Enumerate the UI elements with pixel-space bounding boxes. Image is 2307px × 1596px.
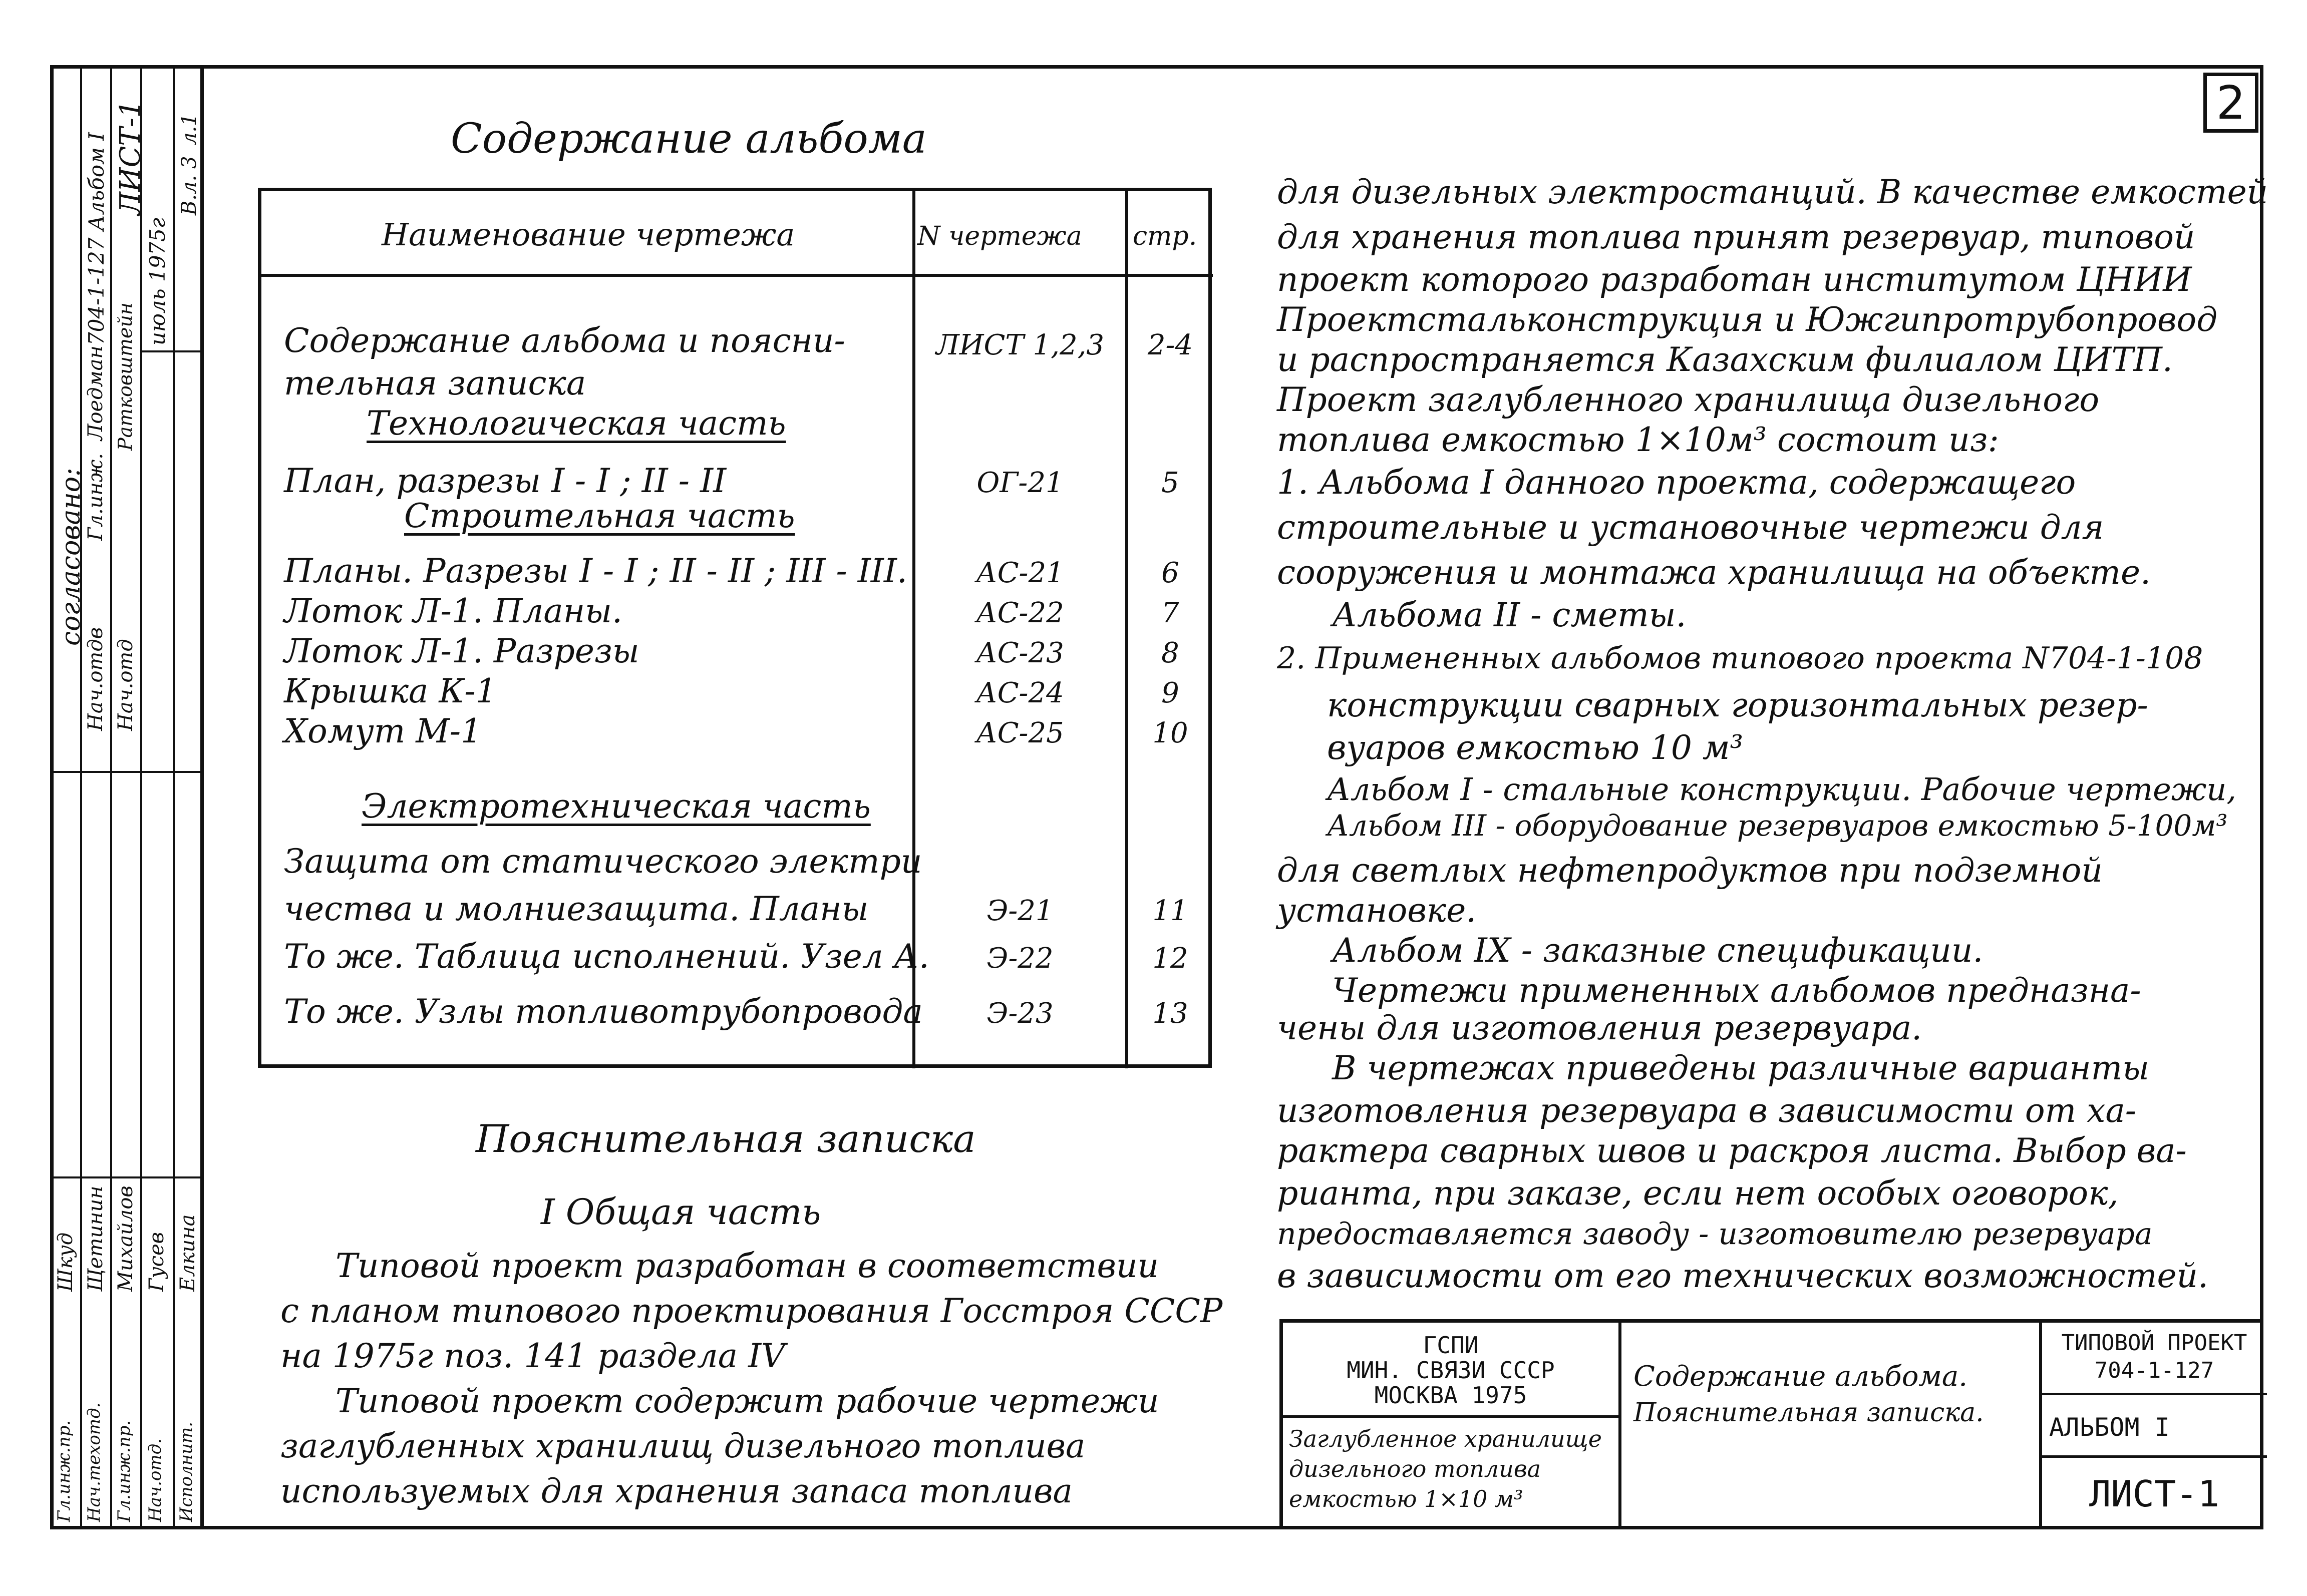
note-right-line-6: Проект заглубленного хранилища дизельного xyxy=(1277,380,2100,419)
side-code: 704-1-127 Альбом I xyxy=(84,132,109,345)
stamp-row-3 xyxy=(2039,1455,2267,1458)
title-block xyxy=(1279,1319,2263,1527)
stamp-org-1: ГСПИ xyxy=(1423,1332,1479,1359)
note-right-line-1: для дизельных электростанций. В качестве емкостей xyxy=(1277,173,2268,211)
toc-section-tech: Технологическая часть xyxy=(367,404,786,443)
strip-col-3 xyxy=(140,65,142,1529)
note-right-line-13: конструкции сварных горизонтальных резер- xyxy=(1327,686,2148,724)
stamp-object-3: емкостью 1×10 м³ xyxy=(1289,1485,1523,1512)
side-date: июль 1975г xyxy=(145,217,170,345)
toc-row-1-page: 2-4 xyxy=(1147,329,1193,361)
side-staff-3: Гл.инж.пр. xyxy=(114,1420,134,1522)
note-right-line-12: 2. Примененных альбомов типового проекта N704-1-108 xyxy=(1277,641,2203,676)
note-right-line-19: Альбом IX - заказные спецификации. xyxy=(1332,931,1984,970)
side-role-2: Нач.отд xyxy=(114,639,137,731)
note-right-line-27: в зависимости от его технических возможностей. xyxy=(1277,1257,2209,1295)
side-name-2: Щетинин xyxy=(84,1185,107,1292)
note-right-line-7: топлива емкостью 1×10м³ состоит из: xyxy=(1277,421,1999,459)
toc-header-page: стр. xyxy=(1133,221,1197,251)
note-right-line-3: проект которого разработан институтом ЦНИИ xyxy=(1277,260,2192,299)
note-right-line-23: изготовления резервуара в зависимости от ха- xyxy=(1277,1091,2137,1130)
note-subheading: I Общая часть xyxy=(541,1191,821,1233)
toc-row-8-code: Э-21 xyxy=(986,895,1054,927)
frame-top xyxy=(50,65,2263,69)
note-right-line-22: В чертежах приведены различные варианты xyxy=(1332,1049,2150,1087)
toc-header-divider xyxy=(261,274,1213,277)
stamp-sheet-title-2: Пояснительная записка. xyxy=(1633,1398,1984,1428)
side-sub: В.л. 3 xyxy=(178,156,201,215)
note-right-line-9: строительные и установочные чертежи для xyxy=(1277,508,2104,547)
note-right-line-10: сооружения и монтажа хранилища на объекте. xyxy=(1277,553,2151,592)
side-role-1: Нач.отдв xyxy=(84,627,107,731)
toc-row-4-page: 7 xyxy=(1161,597,1179,629)
toc-row-6-page: 9 xyxy=(1161,677,1179,709)
toc-row-8-name2: чества и молниезащита. Планы xyxy=(284,890,869,928)
toc-row-5-code: АС-23 xyxy=(976,637,1064,669)
page-title: Содержание альбома xyxy=(451,115,927,163)
stamp-col-1 xyxy=(1618,1323,1621,1528)
toc-row-7-page: 10 xyxy=(1152,717,1188,749)
stamp-project-2: 704-1-127 xyxy=(2094,1358,2214,1383)
note-left-line-2: с планом типового проектирования Госстроя СССР xyxy=(280,1292,1223,1330)
strip-border xyxy=(200,65,204,1529)
side-sheet: ЛИСТ-1 xyxy=(114,100,147,215)
stamp-album: АЛЬБОМ I xyxy=(2049,1413,2170,1442)
toc-header-code: N чертежа xyxy=(917,221,1082,251)
note-right-line-16: Альбом III - оборудование резервуаров емкостью 5-100м³ xyxy=(1327,809,2228,843)
toc-row-7-name: Хомут М-1 xyxy=(284,712,482,750)
note-right-line-15: Альбом I - стальные конструкции. Рабочие чертежи, xyxy=(1327,771,2236,808)
side-name-5: Елкина xyxy=(176,1214,199,1292)
toc-row-4-name: Лоток Л-1. Планы. xyxy=(284,592,622,630)
toc-row-3-page: 6 xyxy=(1161,557,1179,589)
note-right-line-8: 1. Альбома I данного проекта, содержащего xyxy=(1277,463,2076,502)
toc-row-5-name: Лоток Л-1. Разрезы xyxy=(284,632,639,670)
toc-row-8-name: Защита от статического электри xyxy=(284,842,922,881)
stamp-org-3: МОСКВА 1975 xyxy=(1374,1382,1527,1409)
toc-row-5-page: 8 xyxy=(1161,637,1179,669)
side-signer-2: Лоедман xyxy=(84,345,107,441)
note-right-line-4: Проектстальконструкция и Южгипротрубопровод xyxy=(1277,300,2218,339)
frame-right xyxy=(2260,65,2263,1529)
toc-row-10-code: Э-23 xyxy=(986,997,1054,1030)
note-right-line-17: для светлых нефтепродуктов при подземной xyxy=(1277,851,2103,890)
note-right-line-5: и распространяется Казахским филиалом ЦИТП. xyxy=(1277,340,2173,379)
side-name-3: Михайлов xyxy=(114,1185,137,1292)
note-right-line-25: рианта, при заказе, если нет особых оговорок, xyxy=(1277,1174,2119,1213)
note-right-line-11: Альбома II - сметы. xyxy=(1332,596,1687,634)
strip-col-1 xyxy=(80,65,82,1529)
side-name-1: Шкуд xyxy=(54,1232,77,1292)
toc-table xyxy=(258,188,1212,1068)
stamp-sheet-title-1: Содержание альбома. xyxy=(1633,1360,1968,1393)
toc-row-2-name: План, разрезы I - I ; II - II xyxy=(284,462,727,500)
note-right-line-26: предоставляется заводу - изготовителю резервуара xyxy=(1277,1217,2153,1252)
toc-row-10-name: То же. Узлы топливотрубопровода xyxy=(284,992,923,1031)
note-heading: Пояснительная записка xyxy=(476,1116,976,1161)
strip-col-2 xyxy=(110,65,112,1529)
side-agreed: согласовано: xyxy=(56,468,86,646)
toc-row-3-name: Планы. Разрезы I - I ; II - II ; III - III. xyxy=(284,552,907,590)
toc-row-1-code: ЛИСТ 1,2,3 xyxy=(935,329,1105,361)
note-left-line-1: Типовой проект разработан в соответствии xyxy=(336,1247,1159,1285)
note-left-line-4: Типовой проект содержит рабочие чертежи xyxy=(336,1382,1159,1420)
toc-row-7-code: АС-25 xyxy=(976,717,1064,749)
side-signer-3: Ратковштейн xyxy=(114,302,136,451)
side-signer-1: Гл.инж. xyxy=(84,453,107,541)
toc-row-3-code: АС-21 xyxy=(976,557,1064,589)
stamp-sheet: ЛИСТ-1 xyxy=(2089,1473,2220,1515)
toc-row-8-page: 11 xyxy=(1152,895,1188,927)
note-left-line-6: используемых для хранения запаса топлива xyxy=(280,1472,1073,1510)
side-l: л.1 xyxy=(178,113,201,145)
toc-row-2-page: 5 xyxy=(1161,467,1179,499)
toc-row-4-code: АС-22 xyxy=(976,597,1064,629)
toc-row-9-code: Э-22 xyxy=(986,942,1054,975)
toc-section-elec: Электротехническая часть xyxy=(362,787,871,826)
side-staff-4: Нач.отд. xyxy=(145,1438,165,1522)
note-right-line-20: Чертежи примененных альбомов предназна- xyxy=(1332,971,2141,1010)
strip-row-2 xyxy=(50,1176,203,1178)
toc-col-divider-2 xyxy=(1125,191,1128,1068)
note-left-line-3: на 1975г поз. 141 раздела IV xyxy=(280,1337,785,1375)
side-staff-2: Нач.техотд. xyxy=(84,1402,104,1522)
stamp-object-1: Заглубленное хранилище xyxy=(1289,1425,1602,1452)
stamp-object-2: дизельного топлива xyxy=(1289,1455,1541,1482)
note-right-line-18: установке. xyxy=(1277,891,1477,930)
stamp-project-1: ТИПОВОЙ ПРОЕКТ xyxy=(2061,1330,2247,1356)
stamp-org-2: МИН. СВЯЗИ СССР xyxy=(1347,1357,1555,1384)
toc-header-name: Наименование чертежа xyxy=(382,216,795,253)
note-right-line-24: рактера сварных швов и раскроя листа. Выбор ва- xyxy=(1277,1131,2187,1170)
strip-row-3 xyxy=(140,350,203,352)
page-number: 2 xyxy=(2203,73,2258,133)
side-staff-5: Исполнит. xyxy=(176,1421,196,1522)
toc-row-9-page: 12 xyxy=(1152,942,1188,975)
note-right-line-21: чены для изготовления резервуара. xyxy=(1277,1009,1922,1047)
toc-row-1-name2: тельная записка xyxy=(284,364,586,403)
toc-row-2-code: ОГ-21 xyxy=(976,467,1064,499)
toc-section-build: Строительная часть xyxy=(404,497,795,535)
strip-col-4 xyxy=(173,65,175,1529)
toc-row-1-name: Содержание альбома и поясни- xyxy=(284,321,845,360)
toc-row-6-code: АС-24 xyxy=(976,677,1064,709)
note-right-line-2: для хранения топлива принят резервуар, типовой xyxy=(1277,218,2195,256)
toc-row-10-page: 13 xyxy=(1152,997,1188,1030)
side-name-4: Гусев xyxy=(145,1232,168,1292)
note-left-line-5: заглубленных хранилищ дизельного топлива xyxy=(280,1427,1086,1465)
stamp-row-1 xyxy=(1283,1415,1621,1418)
frame-left xyxy=(50,65,54,1529)
side-staff-1: Гл.инж.пр. xyxy=(54,1420,74,1522)
note-right-line-14: вуаров емкостью 10 м³ xyxy=(1327,728,1744,767)
toc-row-6-name: Крышка К-1 xyxy=(284,672,497,710)
stamp-row-2 xyxy=(2039,1393,2267,1395)
toc-row-9-name: То же. Таблица исполнений. Узел А. xyxy=(284,937,929,976)
strip-row-1 xyxy=(50,771,203,773)
